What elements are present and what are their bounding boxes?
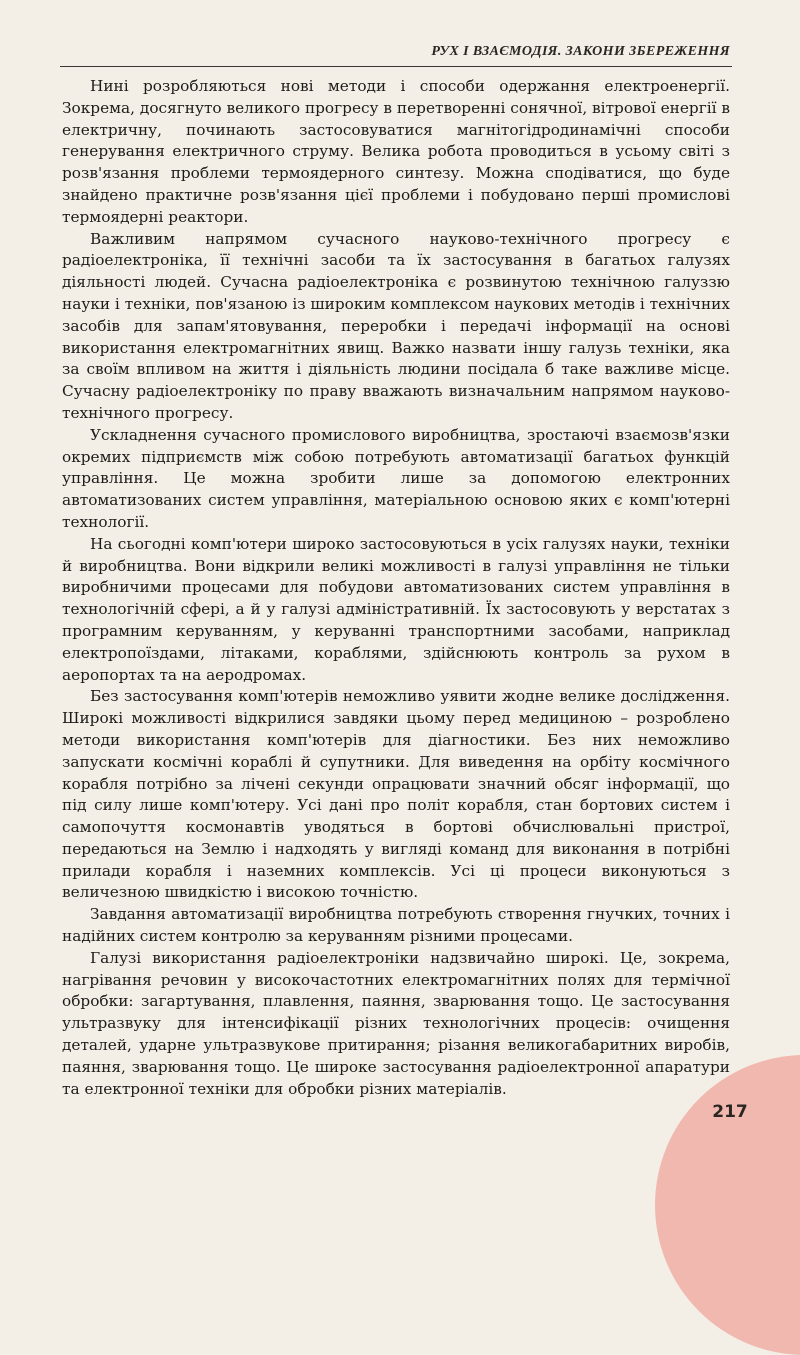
paragraph-computers-industry: На сьогодні комп'ютери широко застосовуються в усіх галузях науки, техніки й виробництва. Вони відкрили великі можливості в галузі управління не тільки виробничими процесами для побудови автоматизованих систем управління в технологічній сфері, а й у галузі адміністративній. Їх застосовують у верстатах з програмним керуванням, у керуванні транспортними засобами, наприклад електропоїздами, літаками, кораблями, здійснюють контроль за рухом в аеропортах та на аеродромах. [62,534,730,684]
page-number: 217 [712,1102,748,1122]
paragraph-automation-management: Ускладнення сучасного промислового виробництва, зростаючі взаємозв'язки окремих підприємств між собою потребують автоматизації багатьох функцій управління. Це можна зробити лише за допомогою електронних автоматизованих систем управління, матеріальною основою яких є комп'ютерні технології. [62,425,730,531]
paragraph-production-automation: Завдання автоматизації виробництва потребують створення гнучких, точних і надійних систем контролю за керуванням різними процесами. [62,905,730,946]
paragraph-energy-methods: Нині розробляються нові методи і способи одержання електроенергії. Зокрема, досягнуто великого прогресу в перетворенні сонячної, вітрової енергії в електричну, починають застосовуватися магнітогідродинамічні способи генерування електричного струму. Велика робота проводиться в усьому світі з розв'язання проблеми термоядерного синтезу. Можна сподіватися, що буде знайдено практичне розв'язання цієї проблеми і побудовано перші промислові термоядерні реактори. [62,77,730,226]
running-header: РУХ І ВЗАЄМОДІЯ. ЗАКОНИ ЗБЕРЕЖЕННЯ [431,44,730,59]
header-divider [60,66,732,67]
paragraph-computers-research: Без застосування комп'ютерів неможливо уявити жодне велике дослідження. Широкі можливості відкрилися завдяки цьому перед медициною – розроблено методи використання комп'ютерів для діагностики. Без них неможливо запускати космічні кораблі й супутники. Для виведення на орбіту космічного корабля потрібно за лічені секунди опрацювати значний обсяг інформації, що під силу лише комп'ютеру. Усі дані про політ корабля, стан бортових систем і самопочуття космонавтів уводяться в бортові обчислювальні пристрої, передаються на Землю і надходять у вигляді команд для виконання в потрібні прилади корабля і наземних комплексів. Усі ці процеси виконуються з величезною швидкістю і високою точністю. [62,687,730,902]
page-body [62,76,730,1100]
paragraph-radioelectronics: Важливим напрямом сучасного науково-технічного прогресу є радіоелектроніка, її технічні засоби та їх застосування в багатьох галузях діяльності людей. Сучасна радіоелектроніка є розвинутою технічною галуззю науки і техніки, пов'язаною із широким комплексом наукових методів і технічних засобів для запам'ятовування, переробки і передачі інформації на основі використання електромагнітних явищ. Важко назвати іншу галузь техніки, яка за своїм впливом на життя і діяльність людини посідала б таке важливе місце. Сучасну радіоелектроніку по праву вважають визначальним напрямом науково-технічного прогресу. [62,229,730,422]
paragraph-radioelectronics-uses: Галузі використання радіоелектроніки надзвичайно широкі. Це, зокрема, нагрівання речовин у високочастотних електромагнітних полях для термічної обробки: загартування, плавлення, паяння, зварювання тощо. Це застосування ультразвуку для інтенсифікації різних технологічних процесів: очищення деталей, ударне ультразвукове притирання; різання великогабаритних виробів, паяння, зварювання тощо. Це широке застосування радіоелектронної апаратури та електронної техніки для обробки різних матеріалів. [62,948,730,1098]
